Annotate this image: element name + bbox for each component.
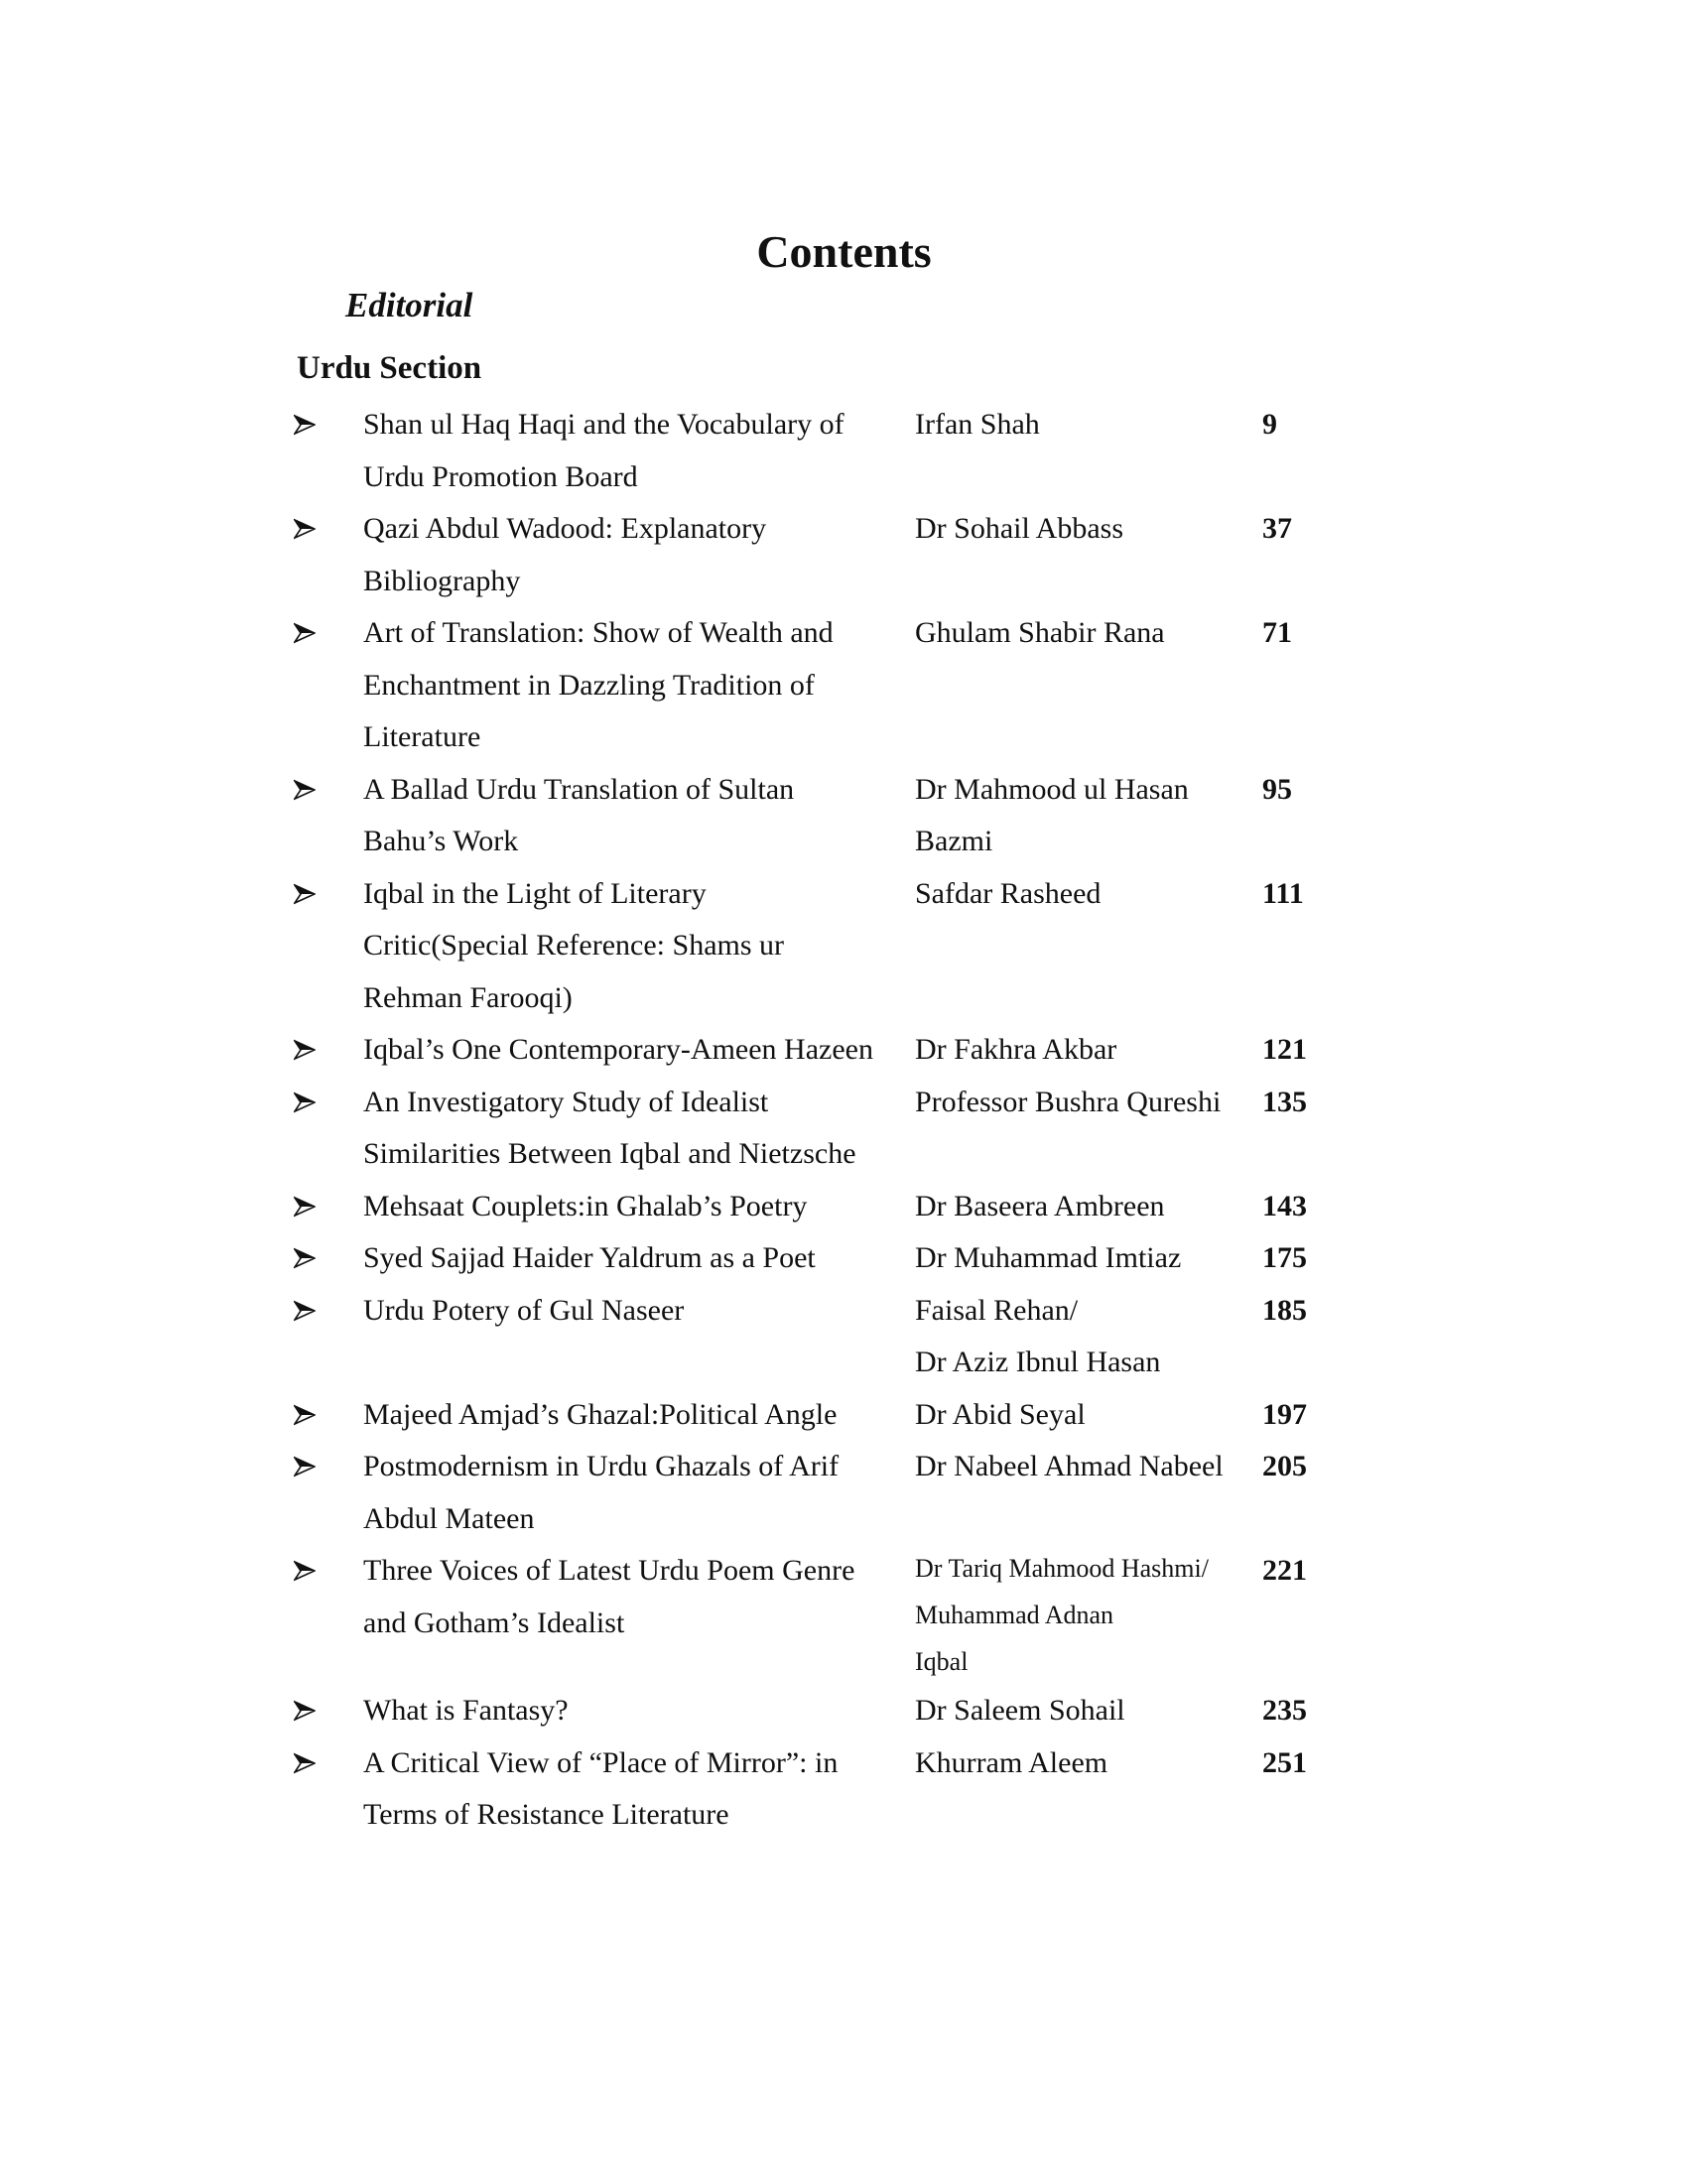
entry-author-line: Dr Abid Seyal <box>915 1397 1086 1431</box>
entry-author <box>915 1545 1262 1685</box>
entry-title <box>363 1737 915 1842</box>
entry-page-number: 185 <box>1262 1293 1307 1327</box>
arrow-bullet-icon <box>294 1441 363 1493</box>
entry-author <box>915 1077 1262 1129</box>
entry-page-number: 143 <box>1262 1189 1307 1222</box>
entry-author-line: Dr Muhammad Imtiaz <box>915 1241 1182 1274</box>
arrow-bullet-icon <box>294 503 363 556</box>
entry-title-line: A Ballad Urdu Translation of Sultan <box>363 772 795 806</box>
entry-title-line: Similarities Between Iqbal and Nietzsche <box>363 1137 856 1170</box>
arrow-bullet-icon <box>294 1545 363 1598</box>
toc-entry <box>294 1545 1346 1685</box>
entry-author <box>915 607 1262 660</box>
arrow-bullet-icon <box>294 399 363 451</box>
entry-title <box>363 1024 915 1077</box>
entry-page-number: 121 <box>1262 1033 1307 1066</box>
entry-title <box>363 1285 915 1338</box>
entry-title-line: Majeed Amjad’s Ghazal:Political Angle <box>363 1397 838 1431</box>
entry-author <box>915 1389 1262 1442</box>
entry-title-line: Rehman Farooqi) <box>363 980 573 1014</box>
entry-title <box>363 764 915 868</box>
entry-title-line: Critic(Special Reference: Shams ur <box>363 929 785 962</box>
entry-author-line: Safdar Rasheed <box>915 876 1102 910</box>
entry-title-line: Urdu Promotion Board <box>363 459 638 493</box>
entry-title <box>363 1181 915 1233</box>
entry-author-line: Dr Fakhra Akbar <box>915 1033 1117 1066</box>
arrow-bullet-icon <box>294 868 363 921</box>
entry-author-line: Irfan Shah <box>915 408 1040 441</box>
entry-author <box>915 1737 1262 1790</box>
entry-title-line: Urdu Potery of Gul Naseer <box>363 1293 685 1327</box>
toc-entry <box>294 607 1346 764</box>
entry-author <box>915 1024 1262 1077</box>
entry-author <box>915 1181 1262 1233</box>
entry-title-line: Shan ul Haq Haqi and the Vocabulary of <box>363 408 844 441</box>
arrow-bullet-icon <box>294 1389 363 1442</box>
entry-title-line: Literature <box>363 720 481 753</box>
entry-author <box>915 503 1262 556</box>
entry-author-line: Muhammad Adnan <box>915 1601 1114 1629</box>
entry-title-line: An Investigatory Study of Idealist <box>363 1085 769 1118</box>
toc-entry <box>294 1441 1346 1545</box>
entry-page-number: 135 <box>1262 1085 1307 1118</box>
entry-author-line: Dr Nabeel Ahmad Nabeel <box>915 1450 1224 1482</box>
entry-title <box>363 1685 915 1737</box>
toc-entry <box>294 1232 1346 1285</box>
arrow-bullet-icon <box>294 1077 363 1129</box>
entry-title-line: Iqbal’s One Contemporary-Ameen Hazeen <box>363 1033 873 1066</box>
toc-entry <box>294 1685 1346 1737</box>
entry-author <box>915 399 1262 451</box>
entry-title-line: Three Voices of Latest Urdu Poem Genre <box>363 1554 855 1587</box>
toc-entry <box>294 764 1346 868</box>
arrow-bullet-icon <box>294 1737 363 1790</box>
entry-author-line: Dr Mahmood ul Hasan <box>915 772 1189 806</box>
entry-title <box>363 1545 915 1649</box>
entry-author <box>915 1232 1262 1285</box>
entry-author-line: Faisal Rehan/ <box>915 1293 1079 1327</box>
entry-title-line: Mehsaat Couplets:in Ghalab’s Poetry <box>363 1189 808 1222</box>
entry-title-line: Enchantment in Dazzling Tradition of <box>363 668 815 702</box>
toc-entry <box>294 1024 1346 1077</box>
entry-author-line: Khurram Aleem <box>915 1745 1108 1779</box>
entry-author-line: Ghulam Shabir Rana <box>915 616 1165 649</box>
toc-entry <box>294 1285 1346 1389</box>
toc-entry <box>294 1389 1346 1442</box>
entry-page-number: 71 <box>1262 616 1292 649</box>
section-heading: Urdu Section <box>297 350 482 386</box>
entry-title-line: Art of Translation: Show of Wealth and <box>363 616 834 649</box>
entry-author-line: Dr Sohail Abbass <box>915 512 1123 545</box>
entry-title-line: Postmodernism in Urdu Ghazals of Arif <box>363 1450 840 1482</box>
entry-page-number: 37 <box>1262 512 1292 545</box>
entry-author-line: Dr Baseera Ambreen <box>915 1189 1165 1222</box>
entry-title-line: Iqbal in the Light of Literary <box>363 876 707 910</box>
arrow-bullet-icon <box>294 1024 363 1077</box>
entry-title <box>363 503 915 607</box>
arrow-bullet-icon <box>294 1232 363 1285</box>
entry-title <box>363 399 915 503</box>
entry-title <box>363 1389 915 1442</box>
entry-author-line: Dr Saleem Sohail <box>915 1694 1125 1727</box>
entry-title-line: Abdul Mateen <box>363 1501 535 1535</box>
arrow-bullet-icon <box>294 764 363 817</box>
entry-author <box>915 1685 1262 1737</box>
toc-entry <box>294 399 1346 503</box>
entry-title <box>363 1232 915 1285</box>
entry-page-number: 111 <box>1262 876 1304 910</box>
entry-title-line: Terms of Resistance Literature <box>363 1798 729 1831</box>
entry-author <box>915 868 1262 921</box>
toc-entry <box>294 503 1346 607</box>
entry-title-line: Bahu’s Work <box>363 825 519 857</box>
arrow-bullet-icon <box>294 607 363 660</box>
entry-author <box>915 1285 1262 1389</box>
contents-list <box>294 399 1346 1842</box>
entry-author-line: Iqbal <box>915 1647 969 1676</box>
entry-title-line: What is Fantasy? <box>363 1694 569 1727</box>
toc-entry <box>294 1181 1346 1233</box>
entry-title-line: A Critical View of “Place of Mirror”: in <box>363 1745 839 1779</box>
entry-page-number: 235 <box>1262 1694 1307 1727</box>
entry-author <box>915 1441 1262 1493</box>
entry-title-line: Bibliography <box>363 564 521 597</box>
entry-author-line: Dr Tariq Mahmood Hashmi/ <box>915 1554 1209 1583</box>
entry-title <box>363 1077 915 1181</box>
toc-entry <box>294 1737 1346 1842</box>
entry-page-number: 175 <box>1262 1241 1307 1274</box>
entry-author-line: Dr Aziz Ibnul Hasan <box>915 1346 1161 1378</box>
entry-page-number: 205 <box>1262 1450 1307 1482</box>
entry-title-line: and Gotham’s Idealist <box>363 1606 625 1639</box>
editorial-heading: Editorial <box>345 286 473 324</box>
entry-page-number: 251 <box>1262 1745 1307 1779</box>
entry-title <box>363 1441 915 1545</box>
entry-author-line: Bazmi <box>915 825 993 857</box>
arrow-bullet-icon <box>294 1181 363 1233</box>
entry-title-line: Syed Sajjad Haider Yaldrum as a Poet <box>363 1241 816 1274</box>
entry-page-number: 197 <box>1262 1397 1307 1431</box>
toc-entry <box>294 1077 1346 1181</box>
entry-title-line: Qazi Abdul Wadood: Explanatory <box>363 512 767 545</box>
entry-page-number: 9 <box>1262 408 1277 441</box>
entry-page-number: 95 <box>1262 772 1292 806</box>
entry-title <box>363 607 915 764</box>
toc-entry <box>294 868 1346 1025</box>
page-title: Contents <box>756 226 932 277</box>
entry-author-line: Professor Bushra Qureshi <box>915 1085 1222 1118</box>
entry-title <box>363 868 915 1025</box>
entry-page-number: 221 <box>1262 1554 1307 1587</box>
arrow-bullet-icon <box>294 1285 363 1338</box>
entry-author <box>915 764 1262 868</box>
arrow-bullet-icon <box>294 1685 363 1737</box>
